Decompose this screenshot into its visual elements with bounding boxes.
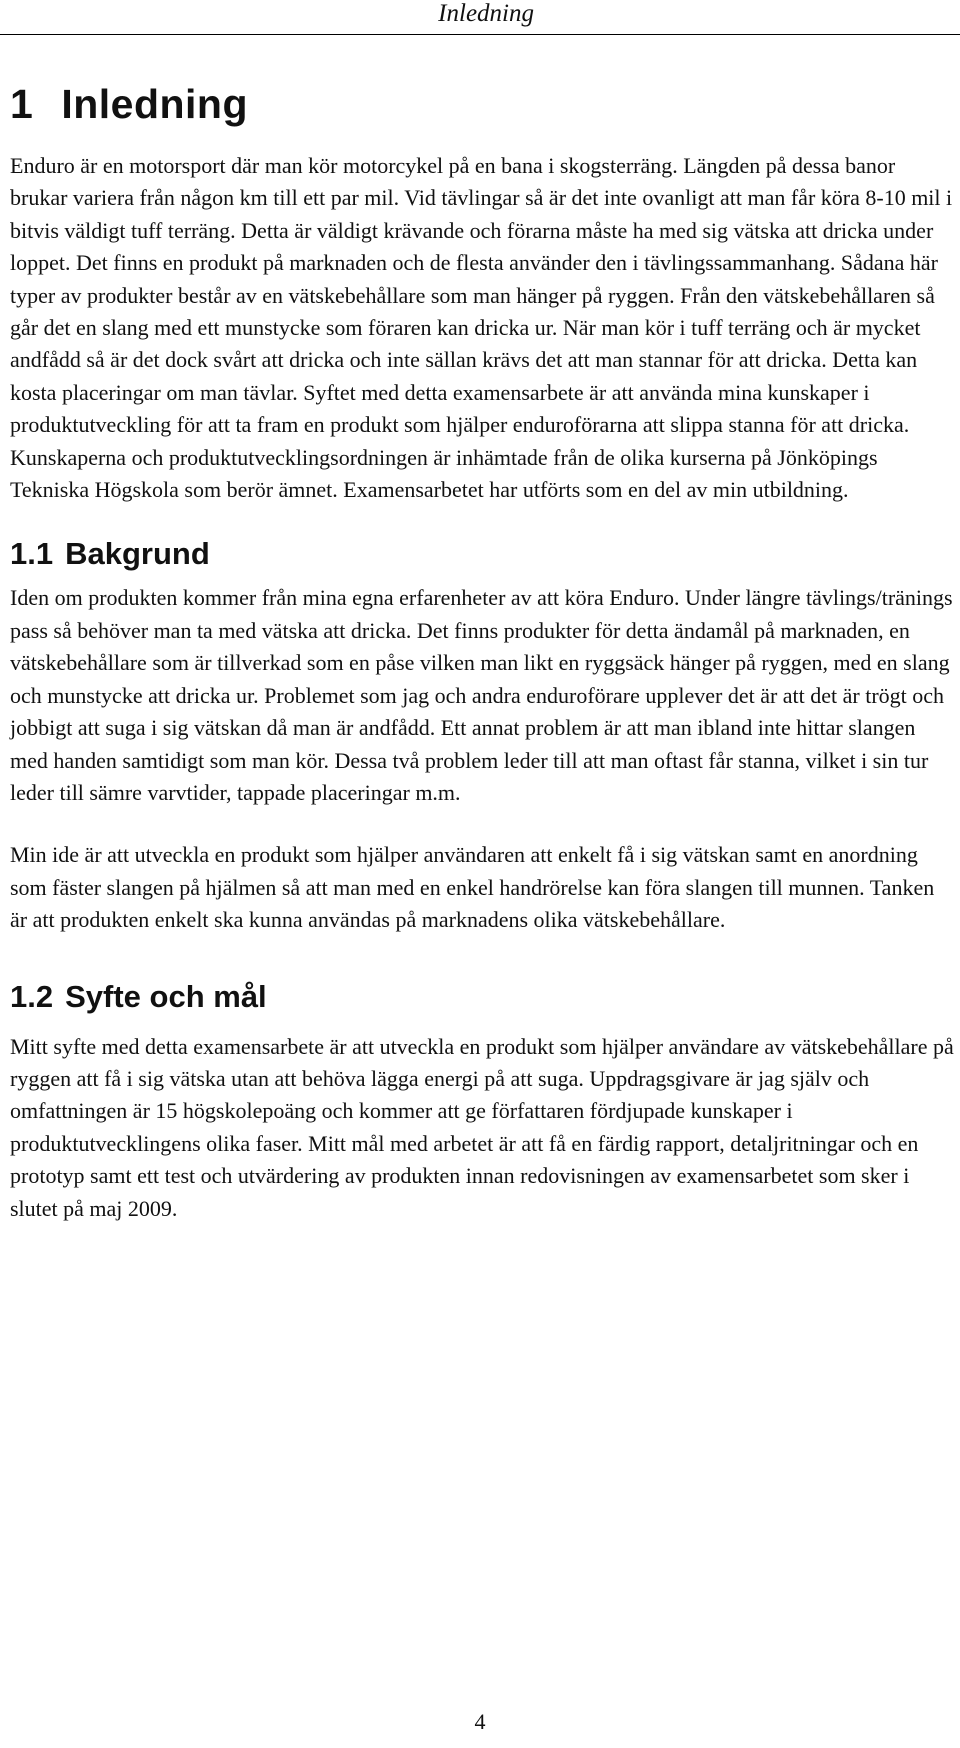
- syfte-paragraph: Mitt syfte med detta examensarbete är att utveckla en produkt som hjälper användare av vätskebehållare på ryggen att få i sig vätska utan att behöva lägga energi på att suga. Uppdragsgivare är jag själv och omfattningen är 15 högskolepoäng och kommer att ge författaren fördjupade kunskaper i produktutvecklingens olika faser. Mitt mål med arbetet är att få en färdig rapport, detaljritningar och en prototyp samt ett test och utvärdering av produkten innan redovisningen av examensarbetet som sker i slutet på maj 2009.: [10, 1033, 954, 1221]
- section-number: 1.1: [10, 536, 54, 572]
- section-number: 1.2: [10, 978, 54, 1014]
- chapter-number: 1: [10, 81, 34, 127]
- section-heading-bakgrund: [10, 534, 955, 574]
- page-number: 4: [474, 1709, 486, 1734]
- section-heading-syfte: [10, 977, 955, 1017]
- section-title: Bakgrund: [65, 536, 210, 572]
- chapter-intro-paragraph: Enduro är en motorsport där man kör motorcykel på en bana i skogsterräng. Längden på dessa banor brukar variera från någon km till ett par mil. Vid tävlingar så är det inte ovanligt att man får köra 8-10 mil i bitvis väldigt tuff terräng. Detta är väldigt krävande och förarna måste ha med sig vätska att dricka under loppet. Det finns en produkt på marknaden och de flesta använder den i tävlingssammanhang. Sådana här typer av produkter består av en vätskebehållare som man hänger på ryggen. Från den vätskebehållaren så går det en slang med ett munstycke som föraren kan dricka ur. När man kör i tuff terräng och är mycket andfådd så är det dock svårt att dricka och inte sällan krävs det att man stannar för att dricka. Detta kan kosta placeringar om man tävlar. Syftet med detta examensarbete är att använda mina kunskaper i produktutveckling för att ta fram en produkt som hjälper enduroförarna att slippa stanna för att dricka. Kunskaperna och produktutvecklingsordningen är inhämtade från de olika kurserna på Jönköpings Tekniska Högskola som berör ämnet. Examensarbetet har utförts som en del av min utbildning.: [10, 153, 953, 503]
- section-title: Syfte och mål: [65, 978, 267, 1014]
- running-header-title: Inledning: [438, 0, 534, 27]
- chapter-heading: [10, 80, 955, 128]
- running-header: [0, 0, 960, 35]
- bakgrund-paragraph-1: Iden om produkten kommer från mina egna erfarenheter av att köra Enduro. Under längre tävlings/tränings pass så behöver man ta med vätska att dricka. Det finns produkter för detta ändamål på marknaden, en vätskebehållare som är tillverkad som en påse vilken man likt en ryggsäck hänger på ryggen, med en slang och munstycke att dricka ur. Problemet som jag och andra enduroförare upplever det är att det är trögt och jobbigt att suga i sig vätskan då man är andfådd. Ett annat problem är att man ibland inte hittar slangen med handen samtidigt som man kör. Dessa två problem leder till att man oftast får stanna, vilket i sin tur leder till sämre varvtider, tappade placeringar m.m.: [10, 585, 953, 805]
- document-body: [10, 80, 955, 1225]
- bakgrund-paragraph-2: Min ide är att utveckla en produkt som hjälper användaren att enkelt få i sig vätskan samt en anordning som fäster slangen på hjälmen så att man med en enkel handrörelse kan föra slangen till munnen. Tanken är att produkten enkelt ska kunna användas på marknadens olika vätskebehållare.: [10, 842, 935, 933]
- chapter-title: Inledning: [61, 81, 249, 127]
